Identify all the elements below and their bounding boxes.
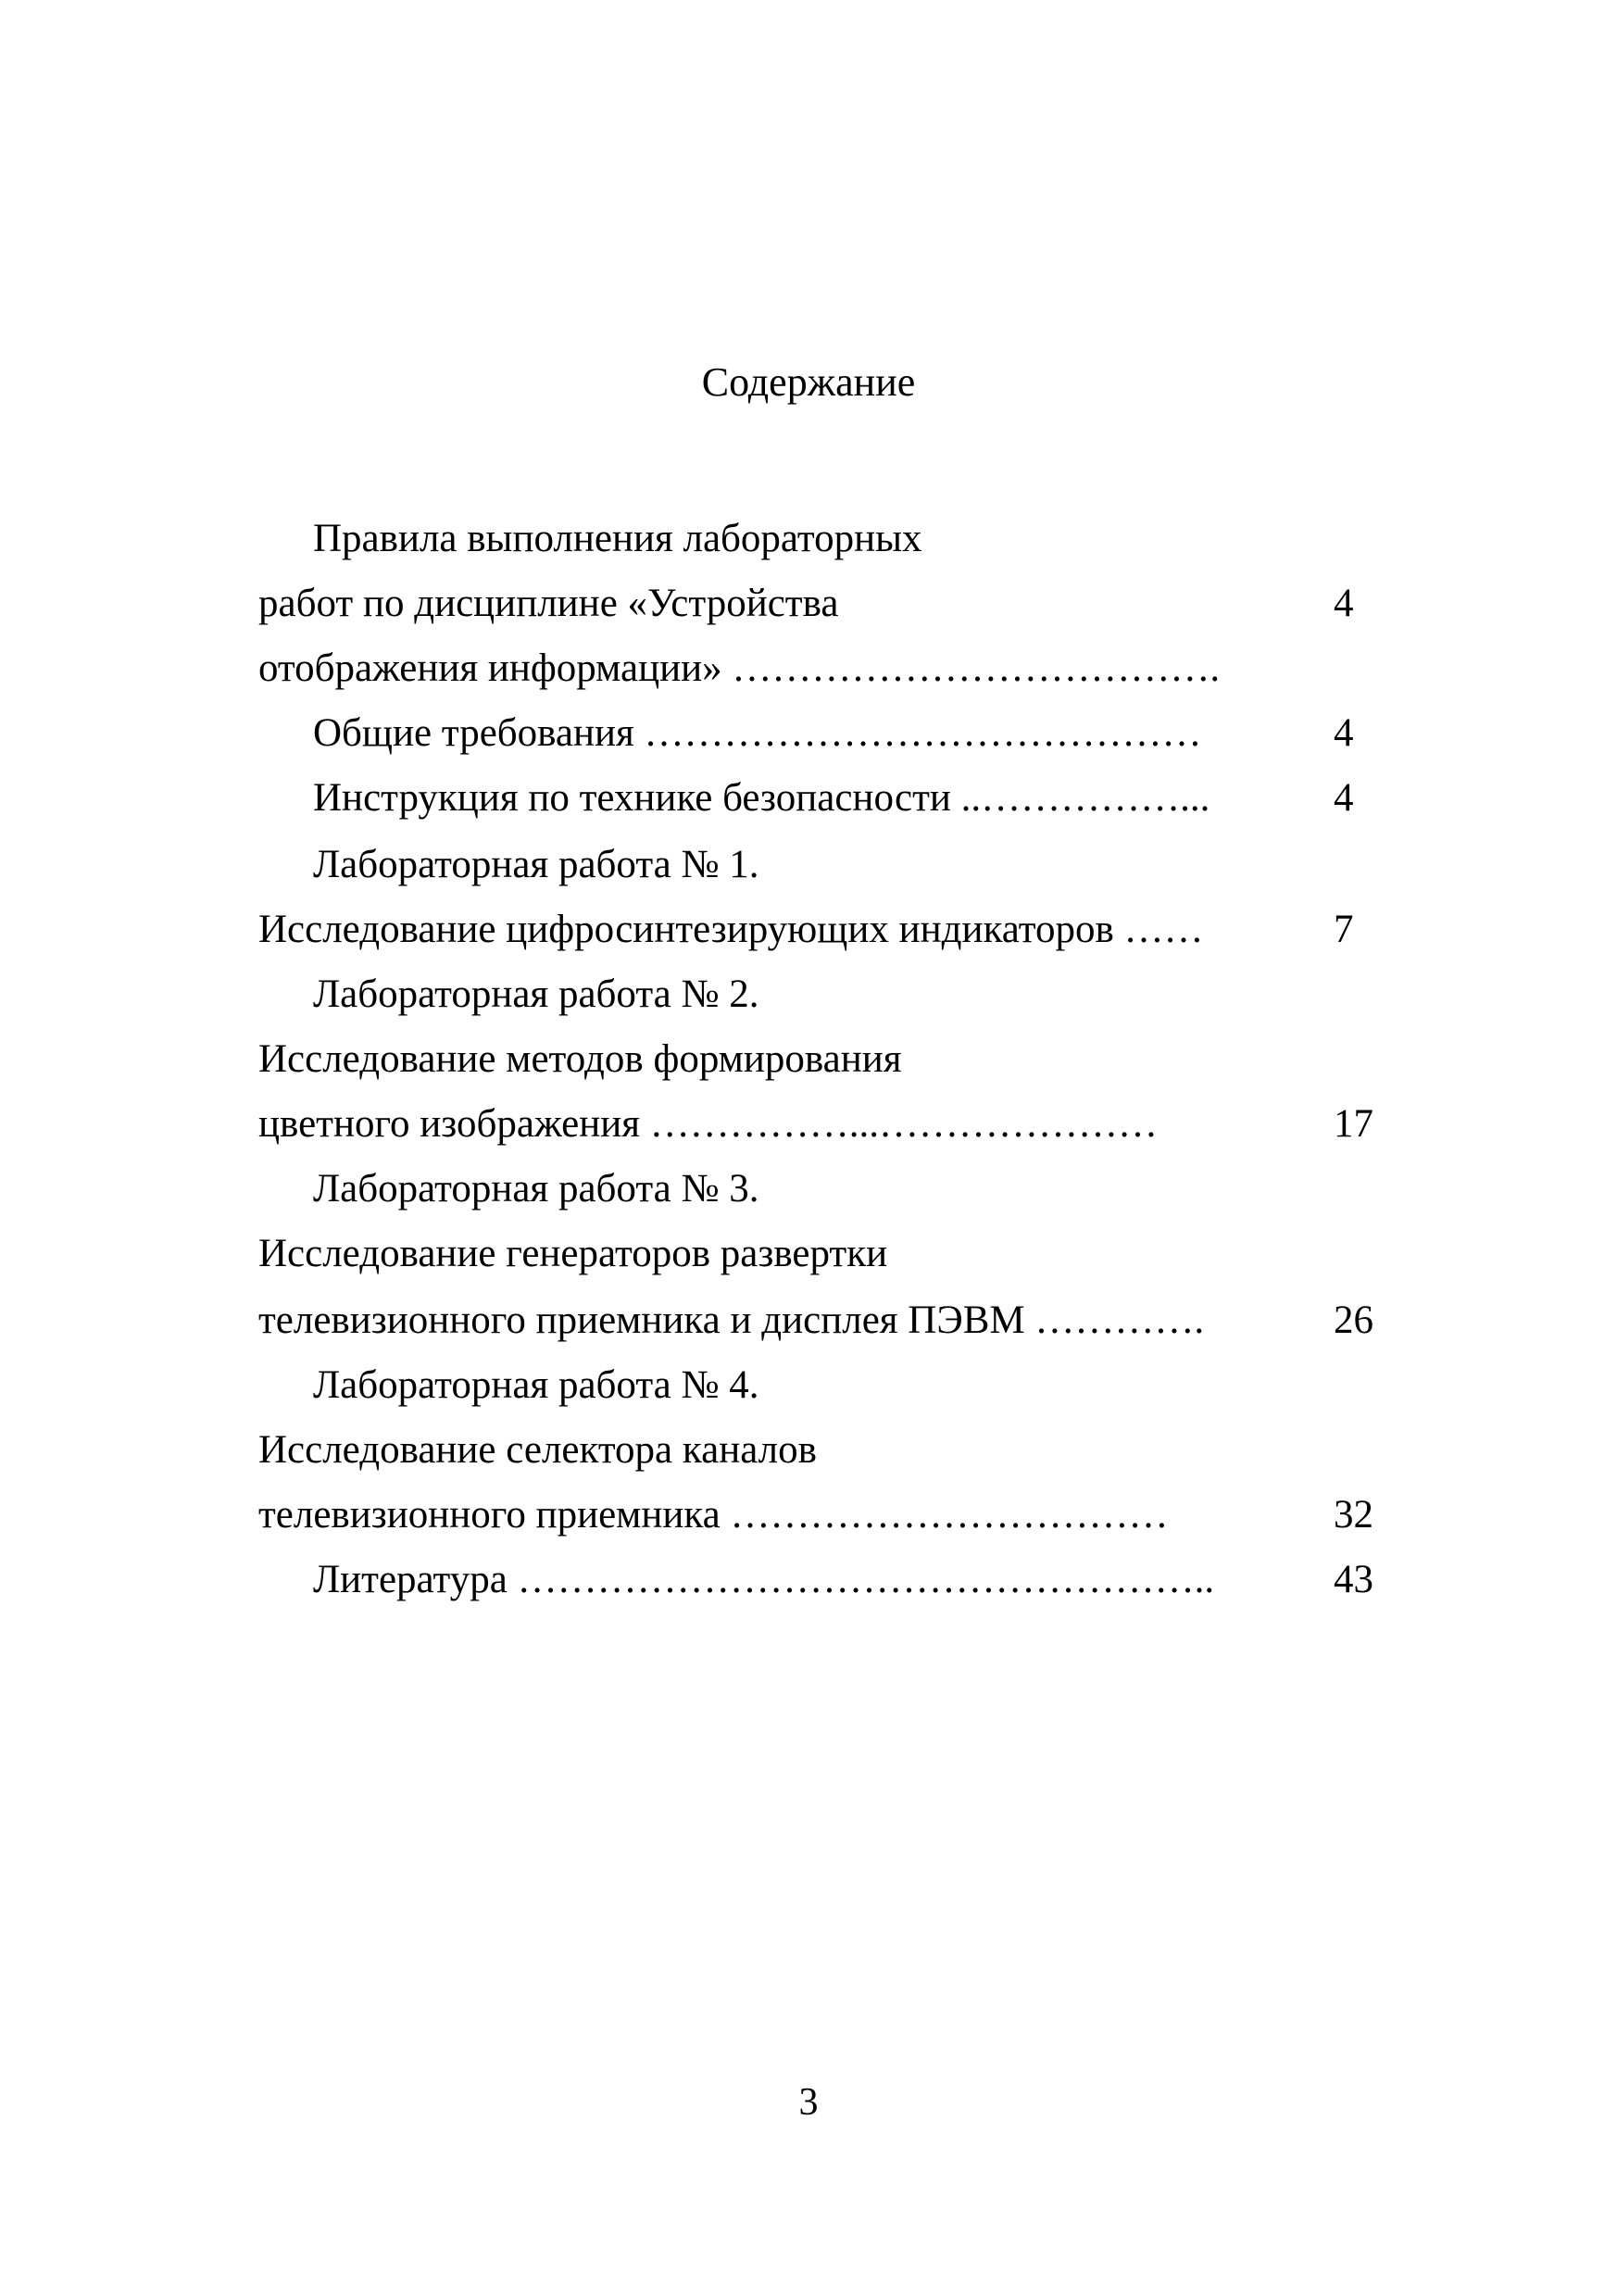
toc-entry-lab1-title: Исследование цифросинтезирующих индикаторов …… <box>258 908 1204 951</box>
toc-entry-lab2-line1: Исследование методов формирования <box>258 1037 902 1081</box>
toc-entry-safety: Инструкция по технике безопасности ..……………... <box>313 776 1210 820</box>
toc-page-safety: 4 <box>1334 776 1354 820</box>
toc-page-literature: 43 <box>1334 1558 1373 1601</box>
toc-entry-lab3-line2: телевизионного приемника и дисплея ПЭВМ …………. <box>258 1299 1205 1342</box>
toc-entry-rules-line2: работ по дисциплине «Устройства <box>258 582 839 625</box>
toc-entry-lab3-line1: Исследование генераторов развертки <box>258 1232 888 1275</box>
toc-page-rules: 4 <box>1334 582 1354 625</box>
toc-entry-lab4-line2: телевизионного приемника …………………………… <box>258 1493 1169 1537</box>
toc-entry-lab2-heading: Лабораторная работа № 2. <box>313 972 759 1016</box>
toc-entry-rules-line1: Правила выполнения лабораторных <box>313 517 922 560</box>
toc-page-lab4: 32 <box>1334 1493 1373 1537</box>
toc-entry-lab2-line2: цветного изображения ……………...………………… <box>258 1102 1159 1146</box>
toc-entry-general-requirements: Общие требования …………………………………… <box>313 711 1202 755</box>
toc-page-lab2: 17 <box>1334 1102 1373 1146</box>
toc-entry-lab4-heading: Лабораторная работа № 4. <box>313 1363 759 1407</box>
toc-page-general-requirements: 4 <box>1334 711 1354 755</box>
toc-page-lab1: 7 <box>1334 908 1354 951</box>
toc-entry-literature: Литература …………………………………………….. <box>313 1558 1215 1601</box>
page-title: Содержание <box>701 359 916 405</box>
toc-entry-lab3-heading: Лабораторная работа № 3. <box>313 1167 759 1211</box>
toc-entry-lab1-heading: Лабораторная работа № 1. <box>313 843 759 886</box>
toc-page-lab3: 26 <box>1334 1299 1373 1342</box>
page-number: 3 <box>798 2081 819 2124</box>
toc-entry-lab4-line1: Исследование селектора каналов <box>258 1428 817 1472</box>
toc-entry-rules-line3: отображения информации» ………………………………. <box>258 646 1221 690</box>
